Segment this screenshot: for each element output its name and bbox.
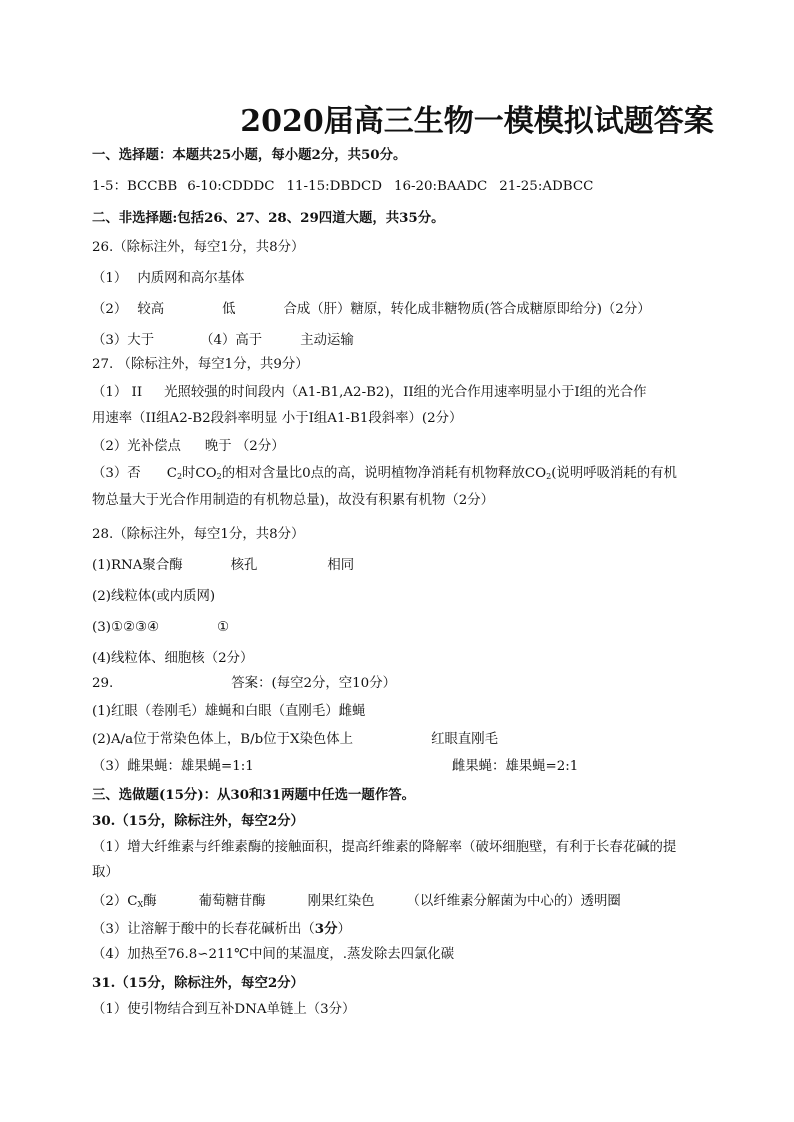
q30-line-4: （4）加热至76.8∽211℃中间的某温度，.蒸发除去四氯化碳 — [92, 947, 455, 962]
q29-l2-a: (2)A/a位于常染色体上，B/b位于X染色体上 — [92, 732, 354, 747]
q26-l1-answer: 内质网和高尔基体 — [137, 271, 245, 286]
q28-line-4: (4)线粒体、细胞核（2分） — [92, 651, 254, 666]
choice-answers-6-10: 6-10:CDDDC — [187, 179, 275, 194]
q26-l3-c: 主动运输 — [300, 333, 354, 348]
q27-l3-sub-1: 2 — [176, 472, 183, 481]
q31-line-1: （1）使引物结合到互补DNA单链上（3分） — [92, 1002, 356, 1017]
q30-line-2 — [92, 893, 621, 914]
q29-line-2 — [92, 731, 498, 749]
q29-header — [92, 675, 396, 693]
choice-answers-11-15: 11-15:DBDCD — [286, 179, 382, 194]
q28-l1-b: 核孔 — [230, 558, 258, 573]
q26-l2-c: 合成（肝）糖原，转化成非糖物质(答合成糖原即给分)（2分） — [283, 302, 651, 317]
choice-answers-21-25: 21-25:ADBCC — [499, 179, 594, 194]
q26-l3-a: （3）大于 — [92, 333, 155, 348]
q27-l2-b: 晚于 （2分） — [204, 439, 285, 454]
q26-l2-b: 低 — [222, 302, 236, 317]
q28-line-3 — [92, 619, 229, 637]
q26-line-1 — [92, 270, 244, 288]
q27-l3-sub-3: 2 — [546, 472, 552, 481]
q29-l3-a: （3）雌果蝇：雄果蝇=1:1 — [92, 759, 254, 774]
q30-header: 30.（15分，除标注外，每空2分） — [92, 813, 304, 829]
q30-l2-enzyme: 酶 — [143, 894, 157, 909]
q29-line-1: (1)红眼（卷刚毛）雄蝇和白眼（直刚毛）雌蝇 — [92, 704, 366, 719]
q27-l3-mid: 时CO — [182, 466, 217, 481]
q30-line-3 — [92, 920, 351, 939]
q26-header: 26.（除标注外，每空1分，共8分） — [92, 240, 305, 255]
q27-l3-post: 的相对含量比0点的高，说明植物净消耗有机物释放CO — [221, 466, 547, 481]
q30-l2-b: 葡萄糖苷酶 — [198, 894, 266, 909]
q28-l3-b: ① — [217, 620, 230, 635]
q30-line-1: （1）增大纤维素与纤维素酶的接触面积，提高纤维素的降解率（破坏细胞壁，有利于长春花碱的提 — [92, 840, 677, 855]
q27-line-3 — [92, 465, 677, 486]
q28-l1-a: (1)RNA聚合酶 — [92, 558, 183, 573]
choice-answers-1-5: 1-5：BCCBB — [92, 179, 178, 194]
q27-l3-c-letter: C — [166, 466, 177, 481]
q30-l2-c: 刚果红染色 — [307, 894, 375, 909]
q28-line-2: (2)线粒体(或内质网) — [92, 589, 216, 604]
q29-l2-b: 红眼直刚毛 — [431, 732, 499, 747]
q29-l3-b: 雌果蝇：雄果蝇=2:1 — [451, 759, 579, 774]
q30-l2-d: （以纤维素分解菌为中心的）透明圈 — [406, 894, 621, 909]
q27-l1-reason: 光照较强的时间段内（A1-B1,A2-B2)，II组的光合作用速率明显小于I组的光合作 — [164, 385, 647, 400]
q29-note: 答案：(每空2分，空10分） — [231, 676, 396, 691]
q30-line-1-cont: 取） — [92, 865, 119, 880]
q26-line-2 — [92, 301, 651, 319]
q28-l1-c: 相同 — [327, 558, 355, 573]
q26-l2-a: 较高 — [137, 302, 165, 317]
q28-line-1 — [92, 557, 354, 575]
q28-l3-a: (3)①②③④ — [92, 620, 159, 635]
page-title: 2020届高三生物一模模拟试题答案 — [240, 104, 714, 139]
section-2-header: 二、非选择题:包括26、27、28、29四道大题，共35分。 — [92, 210, 445, 226]
q30-l2-cx: （2）C — [92, 894, 138, 909]
q29-line-3 — [92, 758, 578, 776]
q27-header: 27. （除标注外，每空1分，共9分） — [92, 357, 309, 372]
q30-l3-score: 3分 — [314, 921, 338, 937]
q28-header: 28.（除标注外，每空1分，共8分） — [92, 527, 305, 542]
choice-answers — [92, 178, 593, 196]
section-3-header: 三、选做题(15分)：从30和31两题中任选一题作答。 — [92, 787, 415, 803]
q26-l1-num: （1） — [92, 271, 128, 286]
choice-answers-16-20: 16-20:BAADC — [393, 179, 488, 194]
q26-l3-b: （4）高于 — [200, 333, 263, 348]
q27-l3-a: （3）否 — [92, 466, 141, 481]
q29-num: 29. — [92, 676, 114, 691]
q27-line-2 — [92, 438, 285, 456]
q27-line-1-cont: 用速率（II组A2-B2段斜率明显 小于I组A1-B1段斜率）(2分） — [92, 411, 463, 426]
q31-header: 31.（15分，除标注外，每空2分） — [92, 975, 304, 991]
q30-l3-text: （3）让溶解于酸中的长春花碱析出（ — [92, 922, 315, 937]
q27-l2-a: （2）光补偿点 — [92, 439, 181, 454]
q26-line-3 — [92, 332, 354, 350]
q27-l1-num: （1） II — [92, 385, 143, 400]
q27-line-1 — [92, 384, 647, 402]
q26-l2-num: （2） — [92, 302, 128, 317]
section-1-header: 一、选择题：本题共25小题，每小题2分，共50分。 — [92, 147, 407, 163]
q30-l3-close: ） — [337, 922, 351, 937]
q30-l2-sub: X — [137, 900, 144, 909]
q27-line-3-cont: 物总量大于光合作用制造的有机物总量)，故没有积累有机物（2分） — [92, 493, 495, 508]
q27-l3-end: (说明呼吸消耗的有机 — [551, 466, 677, 481]
q27-l3-sub-2: 2 — [216, 472, 222, 481]
